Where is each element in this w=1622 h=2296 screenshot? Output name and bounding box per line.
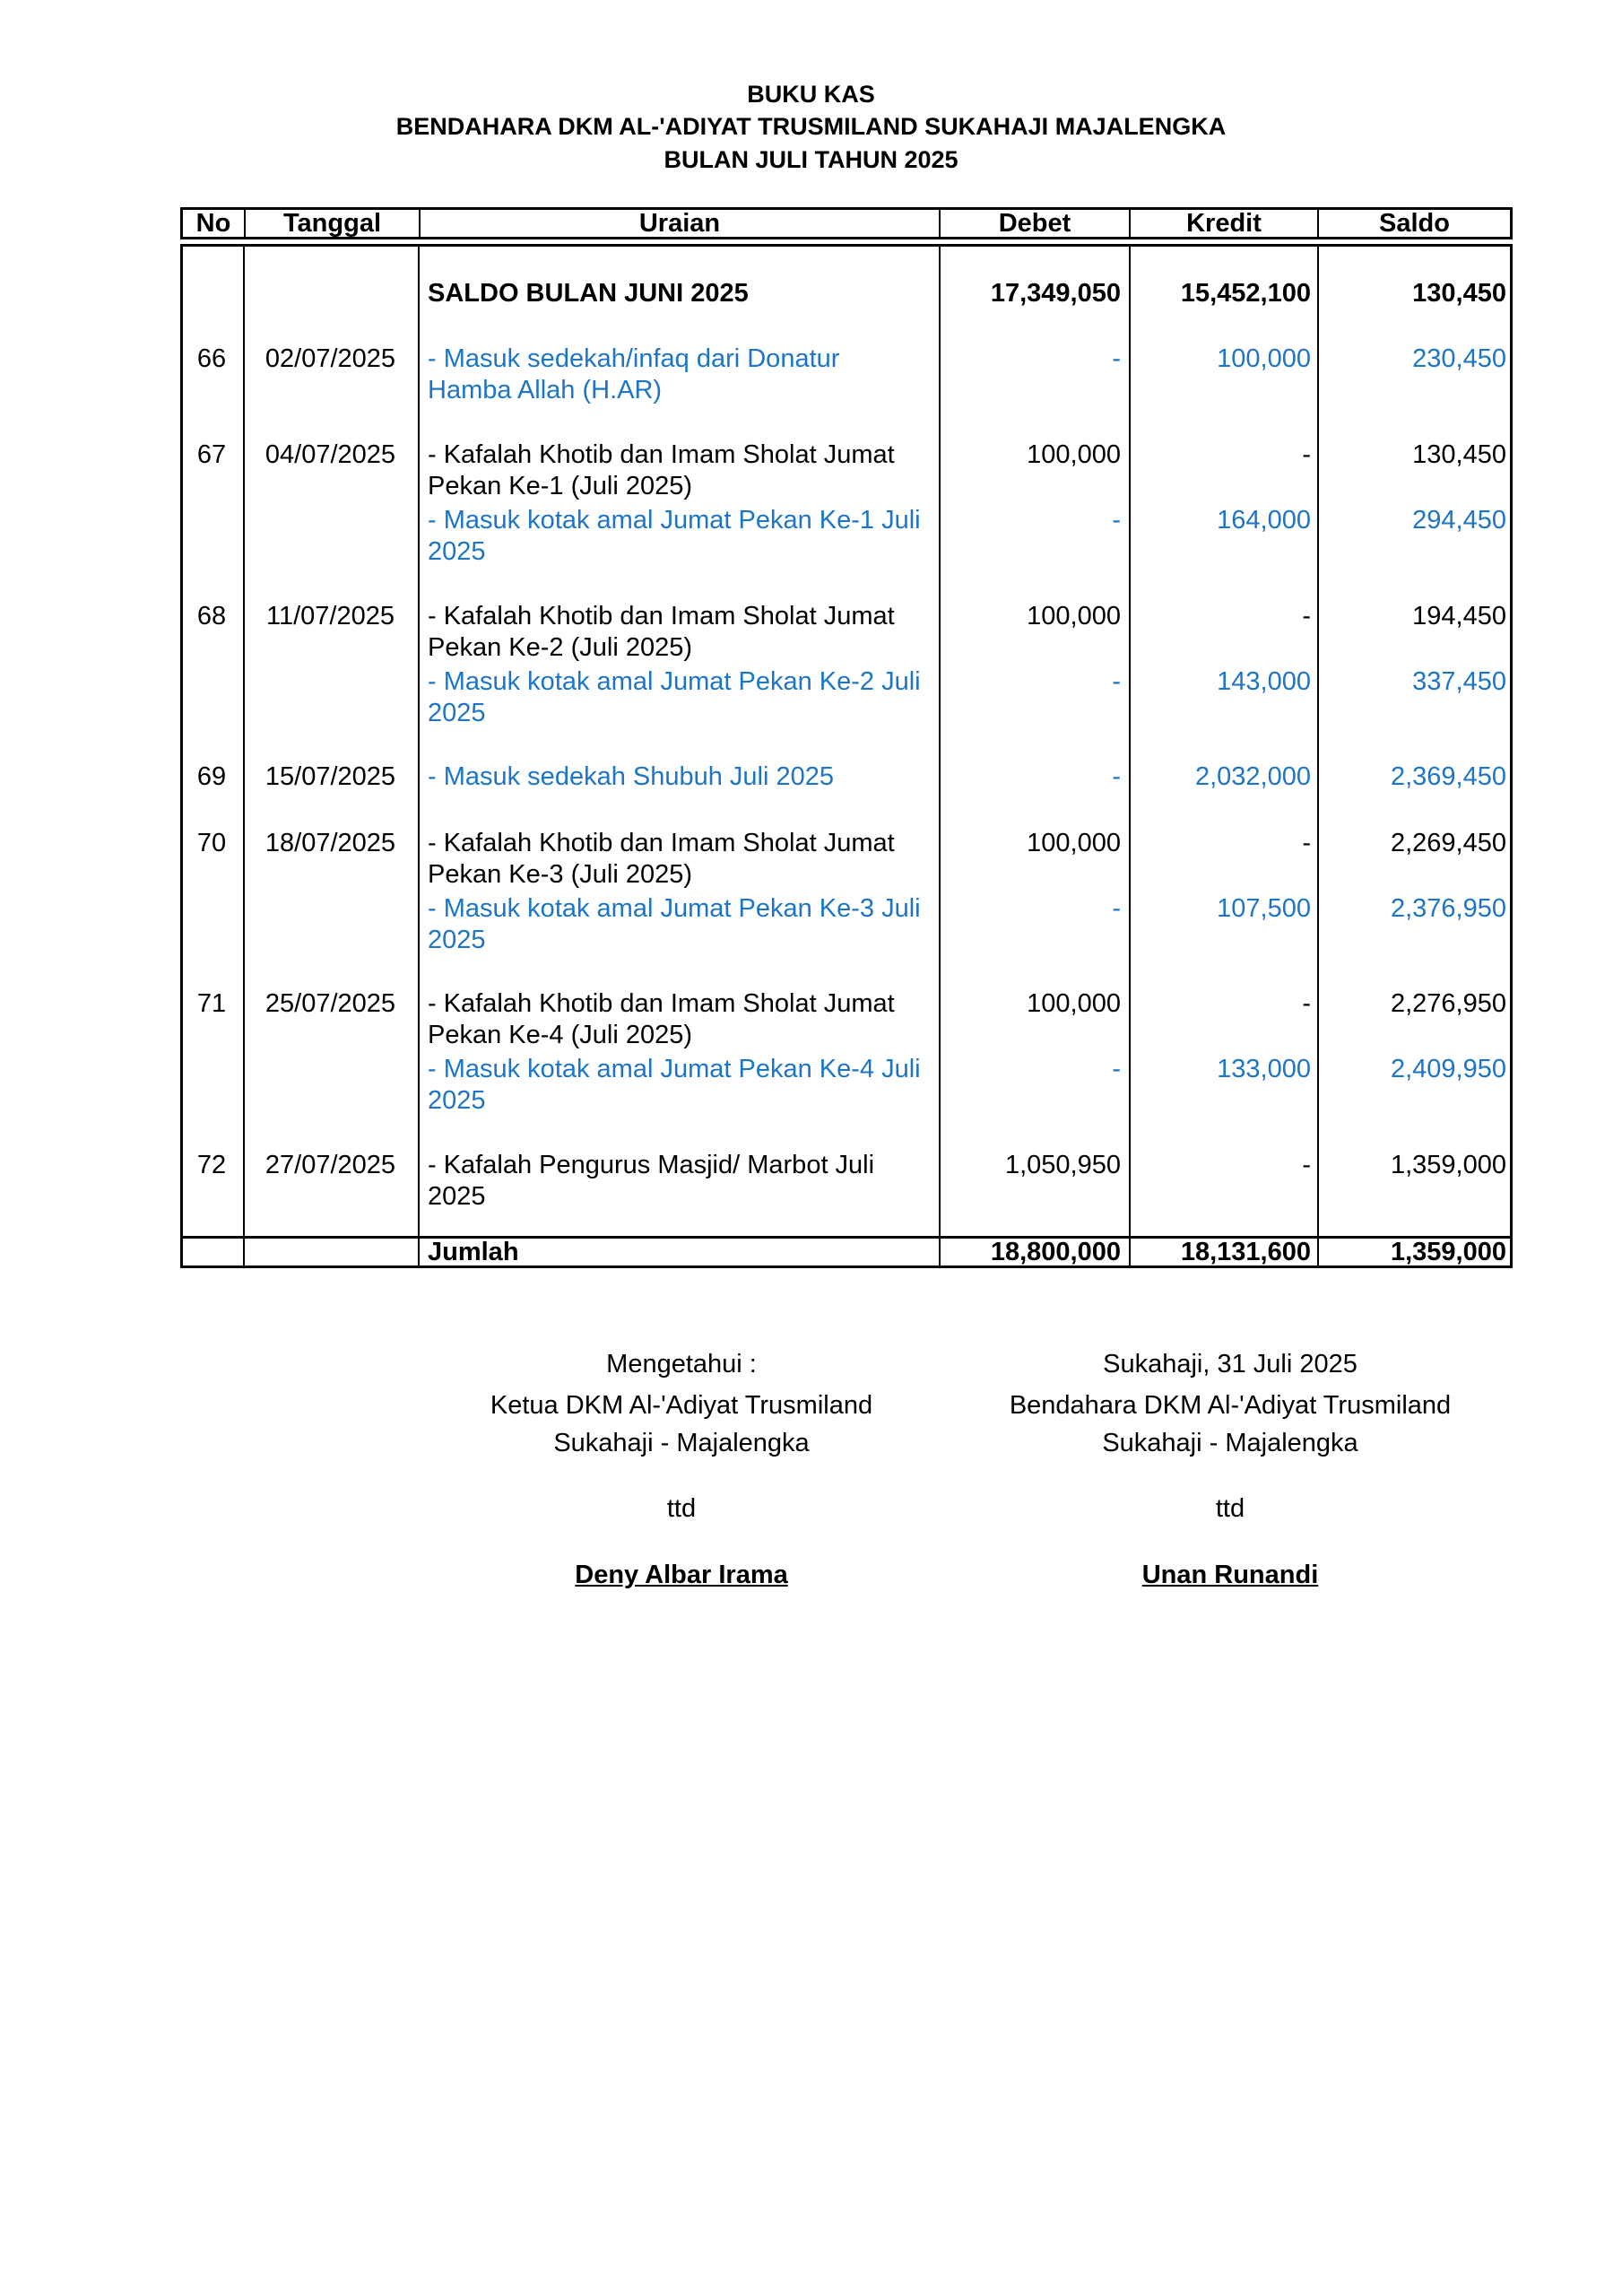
entry-description-line1: - Kafalah Khotib dan Imam Sholat Jumat (428, 440, 895, 469)
total-label: Jumlah (428, 1238, 519, 1266)
column-header-uraian: Uraian (638, 209, 721, 238)
document-title: BUKU KAS (747, 81, 875, 108)
column-header-tanggal: Tanggal (282, 209, 382, 238)
entry-kredit: - (1302, 829, 1311, 857)
entry-kredit: - (1302, 1151, 1311, 1179)
right-ttd: ttd (1215, 1494, 1245, 1523)
entry-kredit: - (1302, 602, 1311, 631)
entry-description-line1: - Kafalah Khotib dan Imam Sholat Jumat (428, 602, 895, 631)
entry-debet: - (1112, 344, 1121, 373)
signature-date: Sukahaji, 31 Juli 2025 (1103, 1350, 1357, 1378)
entry-description-line1: - Masuk kotak amal Jumat Pekan Ke-2 Juli (428, 667, 921, 696)
entry-debet: - (1112, 506, 1121, 535)
entry-description-line2: Hamba Allah (H.AR) (428, 376, 663, 404)
total-debet: 18,800,000 (990, 1238, 1121, 1266)
right-position: Bendahara DKM Al-'Adiyat Trusmiland (1009, 1391, 1452, 1420)
entry-saldo: 2,409,950 (1390, 1055, 1506, 1083)
entry-description-line1: - Masuk kotak amal Jumat Pekan Ke-3 Juli (428, 894, 921, 923)
column-divider (243, 247, 245, 1265)
row-date: 04/07/2025 (265, 440, 396, 469)
entry-kredit: 107,500 (1217, 894, 1311, 923)
column-divider (1317, 247, 1319, 1265)
acknowledgement-label: Mengetahui : (606, 1350, 757, 1378)
row-date: 25/07/2025 (265, 989, 396, 1018)
row-number: 67 (196, 440, 227, 469)
column-header-saldo: Saldo (1379, 209, 1450, 238)
entry-kredit: 164,000 (1217, 506, 1311, 535)
entry-saldo: 2,276,950 (1390, 989, 1506, 1018)
row-number: 71 (196, 989, 227, 1018)
entry-saldo: 2,376,950 (1390, 894, 1506, 923)
entry-kredit: - (1302, 989, 1311, 1018)
opening-kredit: 15,452,100 (1180, 279, 1311, 308)
entry-description-line2: Pekan Ke-4 (Juli 2025) (428, 1021, 692, 1049)
entry-saldo: 130,450 (1412, 440, 1506, 469)
column-divider (939, 247, 941, 1265)
entry-kredit: 100,000 (1217, 344, 1311, 373)
left-location: Sukahaji - Majalengka (553, 1429, 810, 1457)
entry-description-line1: - Masuk sedekah/infaq dari Donatur (428, 344, 840, 373)
entry-saldo: 294,450 (1412, 506, 1506, 535)
entry-saldo: 2,369,450 (1390, 762, 1506, 791)
entry-description-line1: - Kafalah Pengurus Masjid/ Marbot Juli (428, 1151, 875, 1179)
entry-description-line2: 2025 (428, 699, 486, 727)
opening-debet: 17,349,050 (990, 279, 1121, 308)
opening-saldo: 130,450 (1412, 279, 1506, 308)
right-signatory-name: Unan Runandi (1141, 1561, 1319, 1589)
row-number: 72 (196, 1151, 227, 1179)
row-date: 15/07/2025 (265, 762, 396, 791)
opening-balance-label: SALDO BULAN JUNI 2025 (428, 279, 749, 308)
row-number: 68 (196, 602, 227, 631)
table-header (180, 207, 1513, 239)
entry-description-line2: Pekan Ke-2 (Juli 2025) (428, 633, 692, 662)
entry-description-line1: - Kafalah Khotib dan Imam Sholat Jumat (428, 829, 895, 857)
entry-saldo: 194,450 (1412, 602, 1506, 631)
entry-debet: - (1112, 667, 1121, 696)
total-divider (183, 1236, 1510, 1239)
entry-debet: 1,050,950 (1004, 1151, 1121, 1179)
entry-debet: 100,000 (1027, 602, 1121, 631)
entry-description-line1: - Masuk sedekah Shubuh Juli 2025 (428, 762, 835, 791)
entry-debet: - (1112, 894, 1121, 923)
entry-description-line2: 2025 (428, 537, 486, 566)
left-ttd: ttd (666, 1494, 697, 1523)
entry-kredit: 143,000 (1217, 667, 1311, 696)
entry-description-line2: Pekan Ke-3 (Juli 2025) (428, 860, 692, 889)
document-subtitle-organization: BENDAHARA DKM AL-'ADIYAT TRUSMILAND SUKAHAJI MAJALENGKA (395, 113, 1227, 140)
column-header-debet: Debet (998, 209, 1071, 238)
entry-description-line2: 2025 (428, 1086, 486, 1115)
entry-debet: - (1112, 1055, 1121, 1083)
column-header-no: No (195, 209, 231, 238)
entry-debet: 100,000 (1027, 829, 1121, 857)
entry-kredit: - (1302, 440, 1311, 469)
column-divider (1129, 247, 1131, 1265)
entry-debet: 100,000 (1027, 440, 1121, 469)
entry-saldo: 337,450 (1412, 667, 1506, 696)
entry-description-line1: - Kafalah Khotib dan Imam Sholat Jumat (428, 989, 895, 1018)
entry-kredit: 133,000 (1217, 1055, 1311, 1083)
row-date: 11/07/2025 (266, 602, 395, 631)
total-kredit: 18,131,600 (1180, 1238, 1311, 1266)
entry-saldo: 230,450 (1412, 344, 1506, 373)
entry-debet: 100,000 (1027, 989, 1121, 1018)
entry-description-line1: - Masuk kotak amal Jumat Pekan Ke-4 Juli (428, 1055, 921, 1083)
entry-description-line1: - Masuk kotak amal Jumat Pekan Ke-1 Juli (428, 506, 921, 535)
entry-kredit: 2,032,000 (1194, 762, 1311, 791)
row-number: 66 (196, 344, 227, 373)
entry-debet: - (1112, 762, 1121, 791)
entry-saldo: 2,269,450 (1390, 829, 1506, 857)
entry-description-line2: 2025 (428, 1182, 486, 1211)
column-header-kredit: Kredit (1186, 209, 1262, 238)
right-location: Sukahaji - Majalengka (1102, 1429, 1358, 1457)
row-date: 27/07/2025 (265, 1151, 396, 1179)
total-saldo: 1,359,000 (1390, 1238, 1506, 1266)
entry-saldo: 1,359,000 (1390, 1151, 1506, 1179)
left-position: Ketua DKM Al-'Adiyat Trusmiland (490, 1391, 873, 1420)
entry-description-line2: Pekan Ke-1 (Juli 2025) (428, 472, 692, 500)
row-date: 18/07/2025 (265, 829, 396, 857)
left-signatory-name: Deny Albar Irama (575, 1561, 788, 1589)
row-number: 70 (196, 829, 227, 857)
document-subtitle-period: BULAN JULI TAHUN 2025 (664, 146, 958, 173)
row-number: 69 (196, 762, 227, 791)
column-divider (418, 247, 420, 1265)
table-body (180, 244, 1513, 1268)
entry-description-line2: 2025 (428, 926, 486, 954)
row-date: 02/07/2025 (265, 344, 396, 373)
